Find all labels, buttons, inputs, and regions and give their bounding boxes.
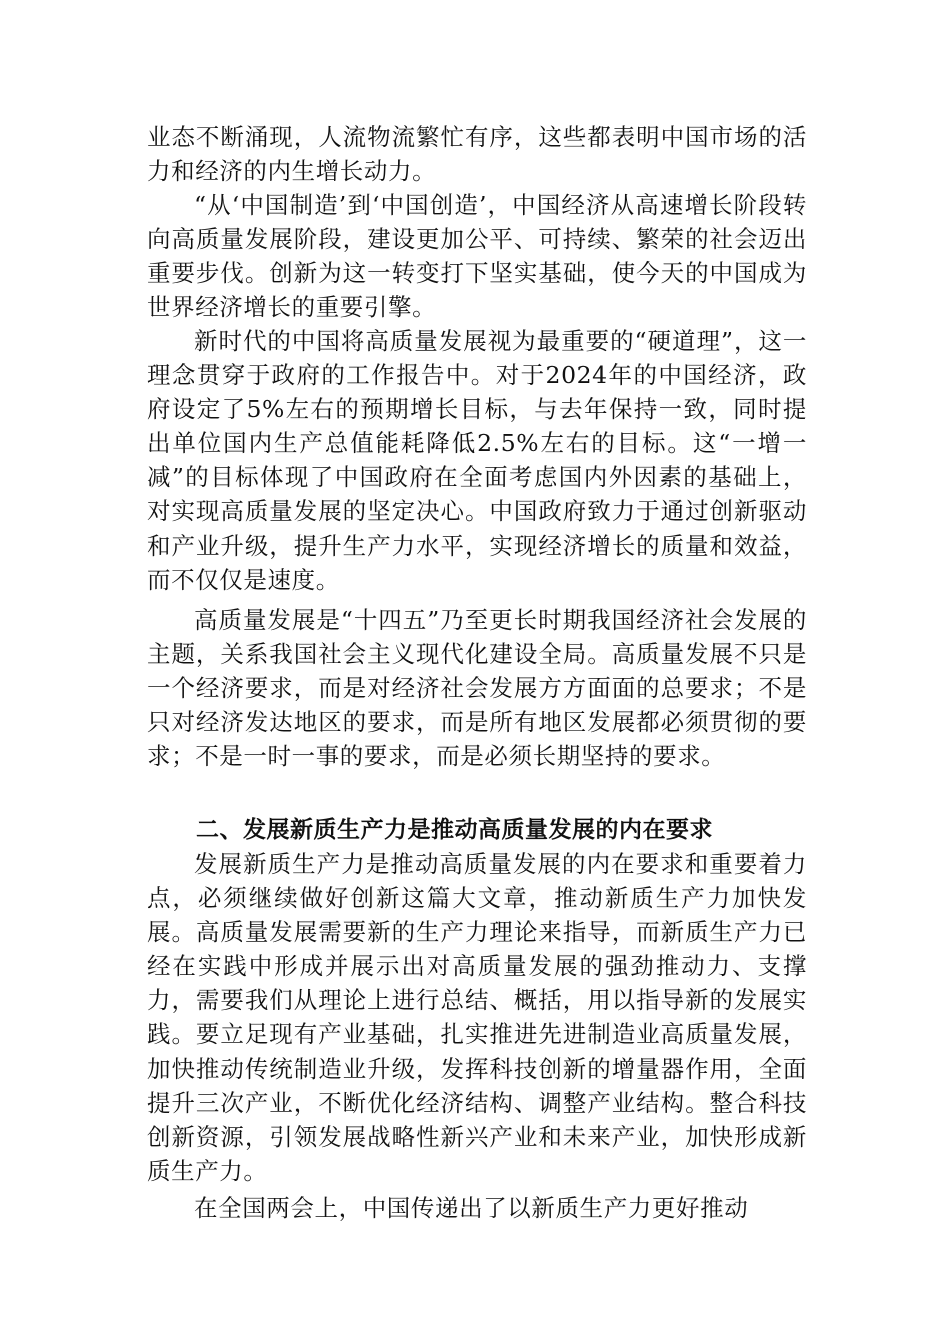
body-paragraph: 新时代的中国将高质量发展视为最重要的“硬道理”，这一理念贯穿于政府的工作报告中。对于2024年的中国经济，政府设定了5%左右的预期增长目标，与去年保持一致，同时提出单位国内生产总值能耗降低2.5%左右的目标。这“一增一减”的目标体现了中国政府在全面考虑国内外因素的基础上，对实现高质量发展的坚定决心。中国政府致力于通过创新驱动和产业升级，提升生产力水平，实现经济增长的质量和效益，而不仅仅是速度。: [147, 327, 807, 594]
body-paragraph: 在全国两会上，中国传递出了以新质生产力更好推动: [194, 1194, 749, 1222]
body-paragraph: 发展新质生产力是推动高质量发展的内在要求和重要着力点，必须继续做好创新这篇大文章，推动新质生产力加快发展。高质量发展需要新的生产力理论来指导，而新质生产力已经在实践中形成并展示出对高质量发展的强劲推动力、支撑力，需要我们从理论上进行总结、概括，用以指导新的发展实践。要立足现有产业基础，扎实推进先进制造业高质量发展，加快推动传统制造业升级，发挥科技创新的增量器作用，全面提升三次产业，不断优化经济结构、调整产业结构。整合科技创新资源，引领发展战略性新兴产业和未来产业，加快形成新质生产力。: [147, 850, 807, 1185]
section-heading: 二、发展新质生产力是推动高质量发展的内在要求: [196, 817, 713, 843]
body-paragraph: 业态不断涌现，人流物流繁忙有序，这些都表明中国市场的活力和经济的内生增长动力。: [147, 123, 807, 186]
body-paragraph: 高质量发展是“十四五”乃至更长时期我国经济社会发展的主题，关系我国社会主义现代化建设全局。高质量发展不只是一个经济要求，而是对经济社会发展方方面面的总要求；不是只对经济发达地区的要求，而是所有地区发展都必须贯彻的要求；不是一时一事的要求，而是必须长期坚持的要求。: [147, 606, 807, 771]
body-paragraph: “从‘中国制造’到‘中国创造’，中国经济从高速增长阶段转向高质量发展阶段，建设更加公平、可持续、繁荣的社会迈出重要步伐。创新为这一转变打下坚实基础，使今天的中国成为世界经济增长的重要引擎。: [147, 191, 807, 322]
